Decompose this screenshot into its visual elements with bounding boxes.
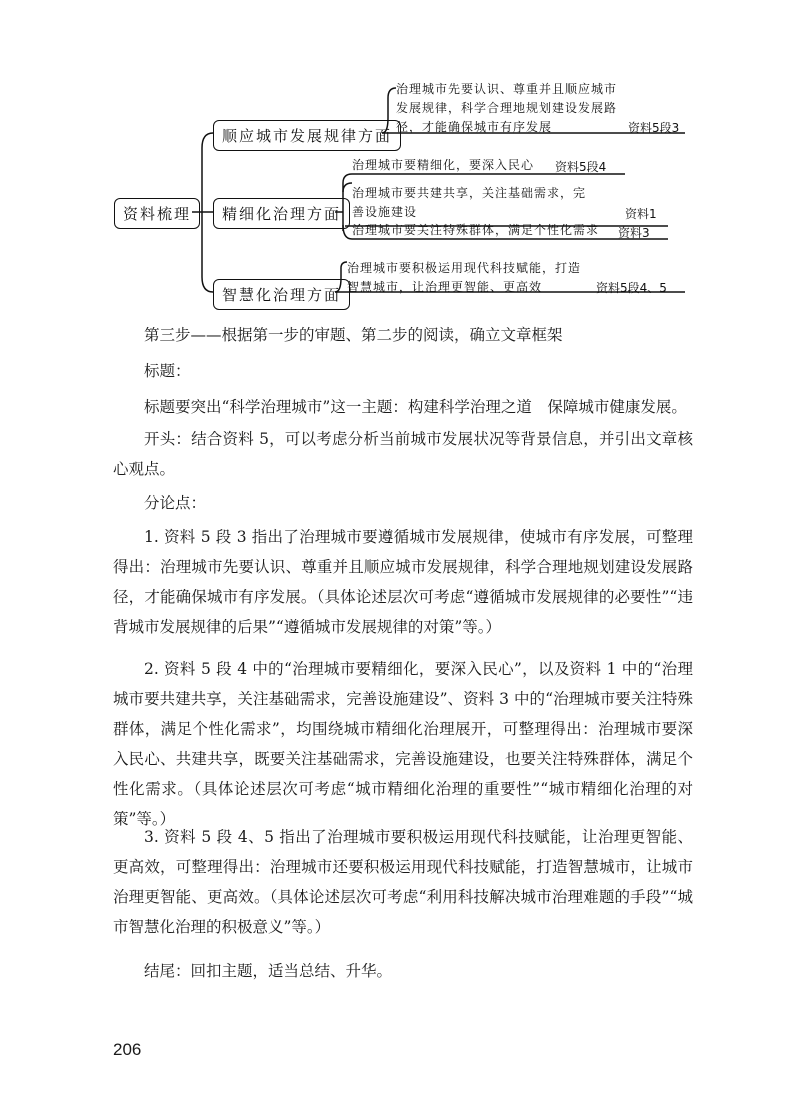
point-2-paragraph: 2. 资料 5 段 4 中的“治理城市要精细化，要深入民心”，以及资料 1 中的“治理城市要共建共享，关注基础需求，完善设施建设”、资料 3 中的“治理城市要关注特殊群体，满足个性化需求”，均围绕城市精细化治理展开，可整理得出：治理城市要深入民心、共建共享，既要关注基础需求，完善设施建设，也要关注特殊群体，满足个性化需求。（具体论述层次可考虑“城市精细化治理的重要性”“城市精细化治理的对策”等。） bbox=[113, 660, 693, 828]
ending-paragraph: 结尾：回扣主题，适当总结、升华。 bbox=[144, 962, 393, 980]
branch-2-note-3: 治理城市要关注特殊群体，满足个性化需求 bbox=[352, 223, 600, 237]
branch-2-note-3-source: 资料3 bbox=[618, 226, 650, 240]
branch-2-note-2: 治理城市要共建共享，关注基础需求，完 善设施建设 bbox=[352, 186, 587, 219]
branch-1-note-1-source: 资料5段3 bbox=[628, 121, 680, 135]
branch-2-label: 精细化治理方面 bbox=[213, 198, 350, 229]
branch-3-note-1: 治理城市要积极运用现代科技赋能，打造 智慧城市，让治理更智能、更高效 bbox=[347, 261, 582, 294]
step3-heading: 第三步——根据第一步的审题、第二步的阅读，确立文章框架 bbox=[144, 326, 563, 344]
branch-1-note-1: 治理城市先要认识、尊重并且顺应城市 发展规律，科学合理地规划建设发展路 径，才能确保城市有序发展 bbox=[396, 82, 618, 134]
point-3-paragraph: 3. 资料 5 段 4、5 指出了治理城市要积极运用现代科技赋能，让治理更智能、更高效，可整理得出：治理城市还要积极运用现代科技赋能，打造智慧城市，让城市治理更智能、更高效。（具体论述层次可考虑“利用科技解决城市治理难题的手段”“城市智慧化治理的积极意义”等。） bbox=[113, 828, 693, 936]
page-number: 206 bbox=[113, 1040, 142, 1059]
mindmap-diagram bbox=[0, 0, 800, 310]
branch-2-note-1: 治理城市要精细化，要深入民心 bbox=[352, 158, 535, 172]
point-1-paragraph: 1. 资料 5 段 3 指出了治理城市要遵循城市发展规律，使城市有序发展，可整理得出：治理城市先要认识、尊重并且顺应城市发展规律，科学合理地规划建设发展路径，才能确保城市有序发展。（具体论述层次可考虑“遵循城市发展规律的必要性”“违背城市发展规律的后果”“遵循城市发展规律的对策”等。） bbox=[113, 528, 693, 636]
title-label: 标题： bbox=[144, 362, 191, 380]
branch-2-note-2-source: 资料1 bbox=[625, 207, 657, 221]
branch-2-note-1-source: 资料5段4 bbox=[555, 160, 607, 174]
branch-3-note-1-source: 资料5段4、5 bbox=[596, 281, 667, 295]
branch-1-label: 顺应城市发展规律方面 bbox=[213, 120, 401, 151]
title-text: 标题要突出“科学治理城市”这一主题：构建科学治理之道 保障城市健康发展。 bbox=[144, 398, 687, 416]
branch-3-label: 智慧化治理方面 bbox=[213, 279, 350, 310]
opening-paragraph: 开头：结合资料 5，可以考虑分析当前城市发展状况等背景信息，并引出文章核心观点。 bbox=[113, 430, 693, 478]
mindmap-root: 资料梳理 bbox=[114, 198, 200, 229]
points-label: 分论点： bbox=[144, 494, 207, 512]
